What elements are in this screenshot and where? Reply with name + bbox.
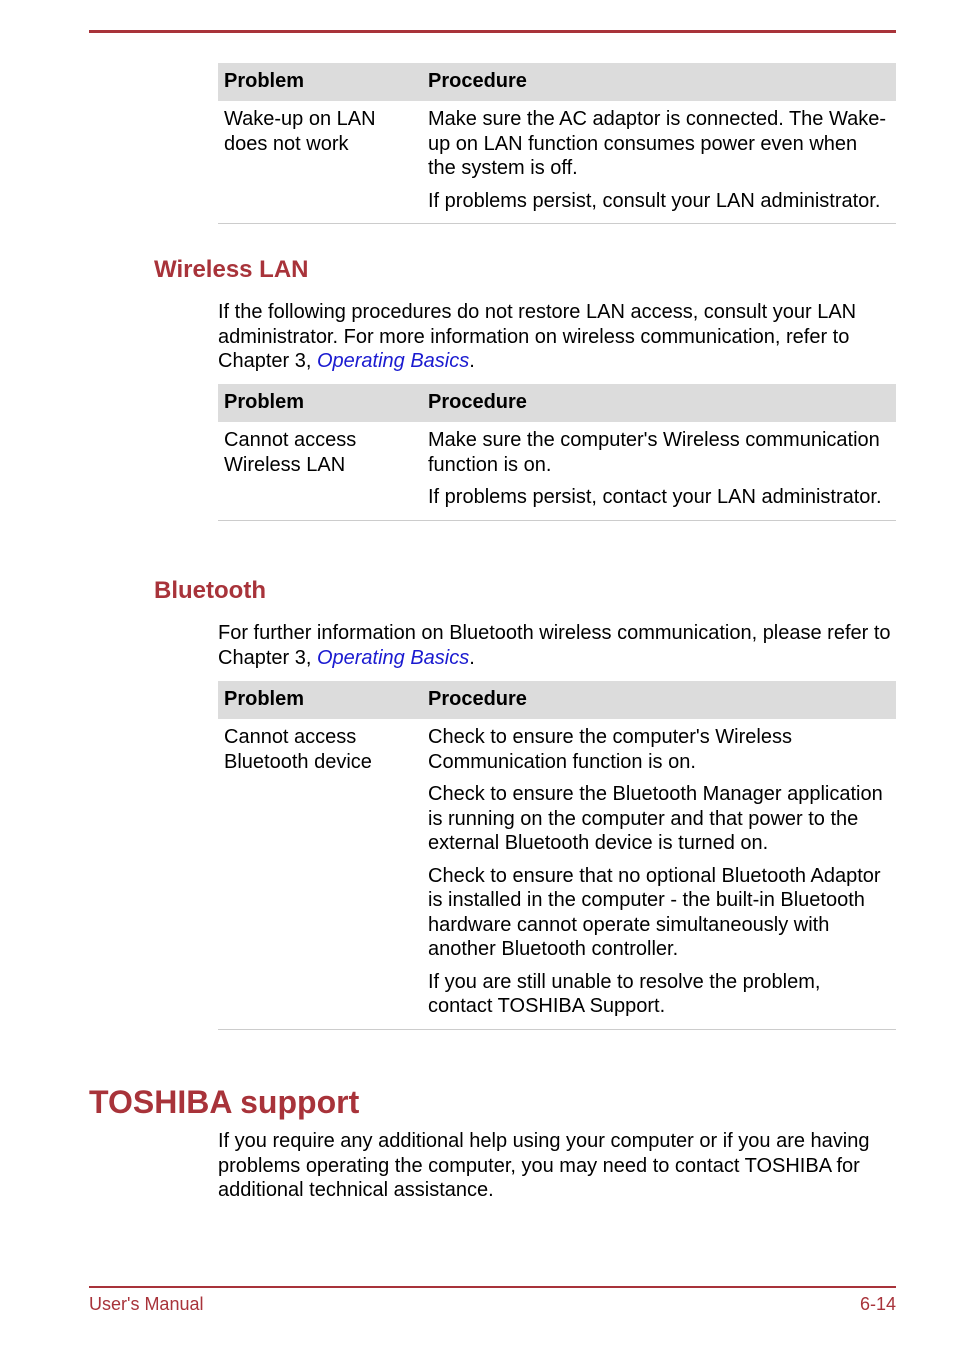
header-rule: [89, 30, 896, 33]
intro-text-end: .: [469, 646, 475, 669]
table-row: [218, 422, 896, 520]
toshiba-support-heading: TOSHIBA support: [89, 1084, 360, 1120]
procedure-step: Check to ensure that no optional Bluetooth Adaptor is installed in the computer - the built-in Bluetooth hardware cannot operate simultaneously with another Bluetooth controller.: [428, 864, 881, 960]
procedure-step: If problems persist, consult your LAN administrator.: [428, 189, 881, 212]
problem-column-header: Problem: [218, 384, 422, 422]
procedure-step: If you are still unable to resolve the problem, contact TOSHIBA Support.: [428, 970, 821, 1017]
intro-text: For further information on Bluetooth wireless communication, please refer to Chapter 3,: [218, 622, 891, 669]
bluetooth-intro: [218, 621, 896, 670]
intro-text-end: .: [469, 350, 475, 372]
procedure-step: Make sure the AC adaptor is connected. The Wake-up on LAN function consumes power even when the system is off.: [428, 108, 887, 179]
toshiba-support-body: If you require any additional help using your computer or if you are having problems operating the computer, you may need to contact TOSHIBA for additional technical assistance.: [218, 1130, 870, 1201]
footer-page-number: 6-14: [859, 1294, 896, 1314]
operating-basics-link[interactable]: Operating Basics: [316, 646, 470, 669]
problem-column-header: Problem: [218, 681, 422, 719]
problem-cell: Cannot access Wireless LAN: [218, 422, 422, 520]
intro-text: If the following procedures do not restore LAN access, consult your LAN administrator. For more information on wireless communication, refer to Chapter 3,: [218, 301, 857, 372]
bluetooth-troubleshooting-table: [218, 681, 896, 1030]
table-header-row: [218, 384, 896, 422]
procedure-step: Make sure the computer's Wireless communication function is on.: [428, 429, 880, 476]
procedure-column-header: Procedure: [422, 384, 896, 422]
problem-cell: Cannot access Bluetooth device: [218, 719, 422, 1029]
procedure-column-header: Procedure: [422, 681, 896, 719]
table-header-row: [218, 681, 896, 719]
lan-troubleshooting-table: [218, 63, 896, 224]
problem-column-header: Problem: [218, 63, 422, 101]
procedure-step: Check to ensure the Bluetooth Manager application is running on the computer and that power to the external Bluetooth device is turned on.: [428, 783, 883, 854]
footer-rule: [89, 1286, 896, 1288]
bluetooth-heading: Bluetooth: [154, 577, 266, 604]
procedure-step: If problems persist, contact your LAN administrator.: [428, 486, 882, 508]
procedure-cell: [422, 422, 896, 520]
procedure-column-header: Procedure: [422, 63, 896, 101]
procedure-cell: [422, 719, 896, 1029]
table-header-row: [218, 63, 896, 101]
wireless-lan-troubleshooting-table: [218, 384, 896, 521]
procedure-cell: [422, 101, 896, 224]
table-row: [218, 719, 896, 1029]
operating-basics-link[interactable]: Operating Basics: [316, 350, 470, 372]
procedure-step: Check to ensure the computer's Wireless Communication function is on.: [428, 726, 792, 773]
wireless-lan-heading: Wireless LAN: [154, 256, 309, 283]
wireless-lan-intro: [218, 300, 896, 374]
footer-manual-title: User's Manual: [89, 1294, 204, 1314]
problem-cell: Wake-up on LAN does not work: [218, 101, 422, 224]
table-row: [218, 101, 896, 224]
